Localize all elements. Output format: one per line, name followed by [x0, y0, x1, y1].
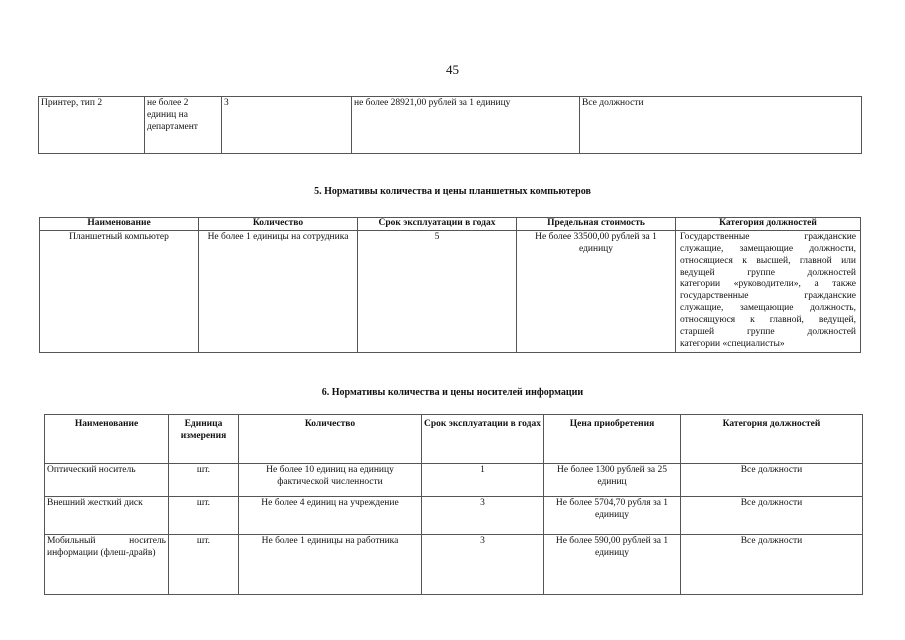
table-row [40, 230, 861, 352]
category-line: категории «руководители», а также [680, 279, 856, 290]
page-number: 45 [446, 62, 459, 77]
category-line: относящуюся к главной, ведущей, [680, 315, 856, 325]
column-header: Количество [239, 415, 422, 464]
table-cell: Принтер, тип 2 [39, 97, 145, 154]
table-cell: не более 28921,00 рублей за 1 единицу [352, 97, 580, 154]
table-cell: 3 [422, 497, 544, 535]
column-header: Цена приобретения [544, 415, 681, 464]
column-header: Срок эксплуатации в годах [422, 415, 544, 464]
category-cell [676, 230, 861, 352]
table-cell: Все должности [580, 97, 862, 154]
column-header: Категория должностей [681, 415, 863, 464]
section-5-title: 5. Нормативы количества и цены планшетных компьютеров [314, 186, 591, 197]
table-row [45, 497, 863, 535]
table-cell: Все должности [681, 464, 863, 497]
table-cell: Не более 1 единицы на работника [239, 535, 422, 595]
table-cell: Планшетный компьютер [40, 230, 199, 352]
column-header: Предельная стоимость [517, 218, 676, 231]
table-cell: Не более 33500,00 рублей за 1 единицу [517, 230, 676, 352]
column-header: Наименование [45, 415, 169, 464]
column-header: Единица измерения [169, 415, 239, 464]
table-cell: 3 [222, 97, 352, 154]
table-cell: Не более 4 единиц на учреждение [239, 497, 422, 535]
table-row [45, 535, 863, 595]
table-header-row [40, 218, 861, 231]
category-line: Государственные гражданские [680, 231, 856, 242]
table-cell: Все должности [681, 497, 863, 535]
category-line: категории «специалисты» [680, 338, 785, 349]
table-cell: Оптический носитель [45, 464, 169, 497]
category-line: ведущей группе должностей [680, 267, 856, 278]
column-header: Наименование [40, 218, 199, 231]
category-line: государственные гражданские [680, 291, 856, 302]
table-cell: Не более 10 единиц на единицу фактической численности [239, 464, 422, 497]
table-cell: Не более 5704,70 рубля за 1 единицу [544, 497, 681, 535]
table-cell: 1 [422, 464, 544, 497]
table-cell: 5 [358, 230, 517, 352]
table-cell: не более 2 единиц на департамент [145, 97, 222, 154]
table-cell: Не более 1 единицы на сотрудника [199, 230, 358, 352]
table-cell: Не более 590,00 рублей за 1 единицу [544, 535, 681, 595]
table-row [39, 97, 862, 154]
category-line: старшей группе должностей [680, 326, 856, 337]
column-header: Срок эксплуатации в годах [358, 218, 517, 231]
table-header-row [45, 415, 863, 464]
table-cell: шт. [169, 535, 239, 595]
storage-media-table [44, 414, 863, 595]
table-row [45, 464, 863, 497]
category-line: служащие, замещающие должности, [680, 243, 856, 254]
tablets-table [39, 217, 861, 353]
table-cell: Не более 1300 рублей за 25 единиц [544, 464, 681, 497]
table-cell: шт. [169, 464, 239, 497]
table-cell: Все должности [681, 535, 863, 595]
table-cell: 3 [422, 535, 544, 595]
category-line: относящиеся к высшей, главной или [680, 255, 856, 266]
section-6-title: 6. Нормативы количества и цены носителей информации [321, 387, 584, 398]
column-header: Количество [199, 218, 358, 231]
table-cell: шт. [169, 497, 239, 535]
category-line: служащие, замещающие должность, [680, 303, 856, 314]
printer-table [38, 96, 862, 154]
table-cell: Внешний жесткий диск [45, 497, 169, 535]
column-header: Категория должностей [676, 218, 861, 231]
table-cell: Мобильный носитель информации (флеш-драйв) [45, 535, 169, 595]
